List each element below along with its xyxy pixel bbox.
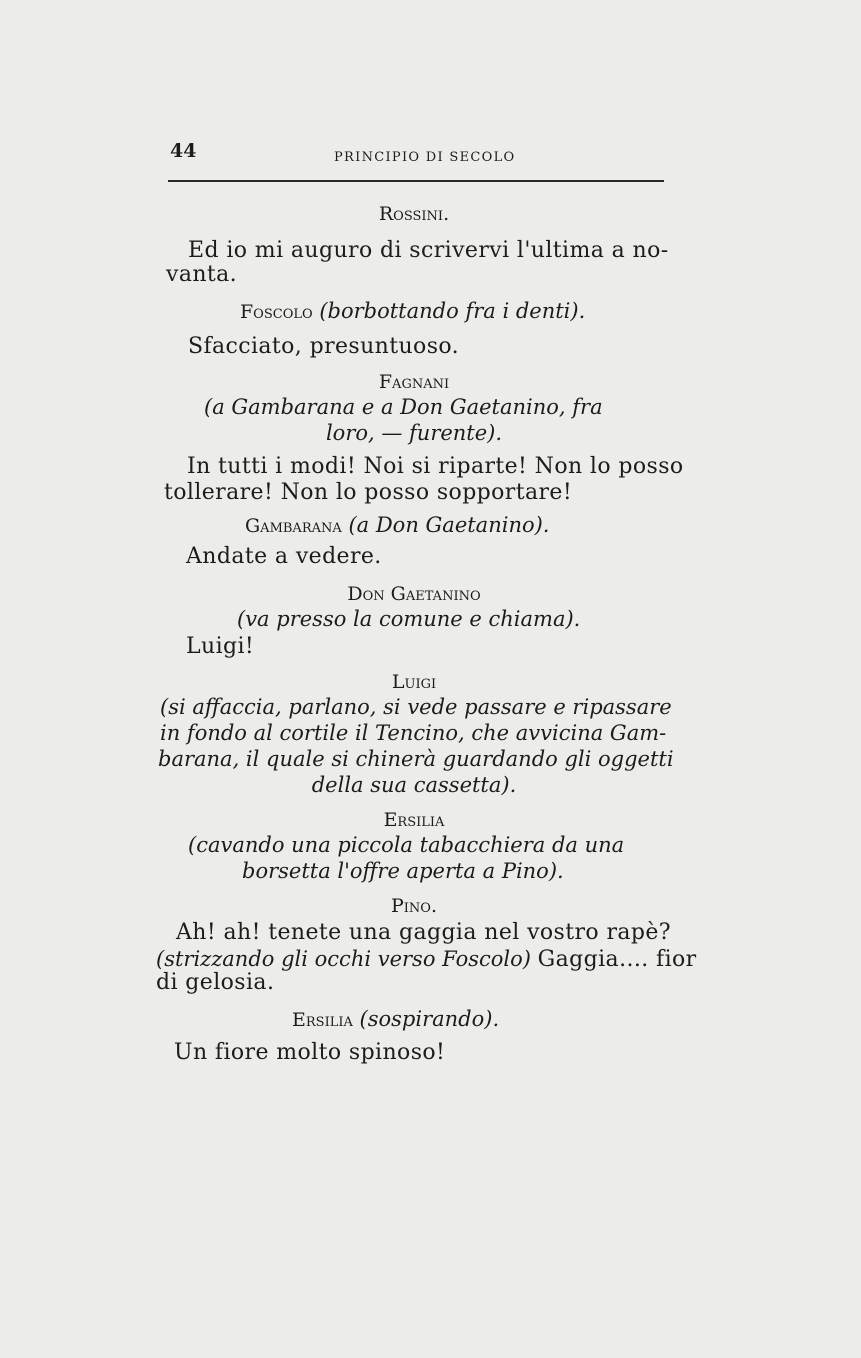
stage-direction: (a Don Gaetanino). xyxy=(348,513,550,537)
speaker-name: Pino. xyxy=(391,895,437,917)
running-title: PRINCIPIO DI SECOLO xyxy=(334,150,516,165)
dialogue-line xyxy=(164,480,572,506)
stage-direction: (va presso la comune e chiama). xyxy=(237,607,581,631)
stage-direction: barana, il quale si chinerà guardando gli oggetti xyxy=(158,747,674,771)
dialogue-line xyxy=(186,544,382,570)
dialogue-text: Luigi! xyxy=(186,634,255,659)
dialogue-line xyxy=(186,634,254,660)
page-number: 44 xyxy=(170,140,197,162)
speaker-luigi xyxy=(168,668,660,695)
stage-direction: (a Gambarana e a Don Gaetanino, fra xyxy=(204,395,603,419)
speaker-name: Don Gaetanino xyxy=(347,583,481,605)
speaker-pino xyxy=(168,892,660,919)
header-rule xyxy=(168,180,664,182)
stage-direction: (cavando una piccola tabacchiera da una xyxy=(188,833,625,857)
stage-direction: in fondo al cortile il Tencino, che avvicina Gam- xyxy=(160,721,667,745)
stage-direction: loro, — furente). xyxy=(325,421,503,445)
dialogue-text: vanta. xyxy=(166,262,238,287)
dialogue-line xyxy=(166,262,237,288)
stage-direction: borsetta l'offre aperta a Pino). xyxy=(242,859,564,883)
stage-direction: (strizzando gli occhi verso Foscolo) xyxy=(156,947,531,971)
speaker-don-gaetanino xyxy=(168,580,660,607)
speaker-name: Rossini. xyxy=(378,203,450,225)
speaker-gambarana xyxy=(245,512,549,539)
stage-direction: (borbottando fra i denti). xyxy=(319,299,586,323)
dialogue-text: Andate a vedere. xyxy=(186,544,382,569)
dialogue-text: tollerare! Non lo posso sopportare! xyxy=(164,480,573,505)
speaker-name: Foscolo xyxy=(240,301,313,323)
speaker-name: Ersilia xyxy=(383,809,445,831)
speaker-fagnani xyxy=(168,368,660,395)
dialogue-line xyxy=(188,334,459,360)
speaker-foscolo xyxy=(240,298,585,325)
stage-direction-line xyxy=(158,746,674,772)
dialogue-line xyxy=(176,920,671,946)
speaker-ersilia-2 xyxy=(292,1006,499,1033)
dialogue-text: Sfacciato, presuntuoso. xyxy=(188,334,460,359)
speaker-ersilia xyxy=(168,806,660,833)
dialogue-text: Ah! ah! tenete una gaggia nel vostro rapè? xyxy=(176,920,671,945)
stage-direction-line xyxy=(160,694,672,720)
dialogue-line xyxy=(156,946,697,973)
dialogue-line xyxy=(188,238,669,264)
speaker-rossini xyxy=(168,200,660,227)
dialogue-line xyxy=(174,1040,445,1066)
stage-direction: della sua cassetta). xyxy=(311,773,517,797)
speaker-name: Ersilia xyxy=(292,1009,353,1031)
stage-direction: (si affaccia, parlano, si vede passare e ripassare xyxy=(160,695,672,719)
dialogue-text: di gelosia. xyxy=(156,970,275,995)
speaker-name: Fagnani xyxy=(378,371,450,393)
dialogue-line xyxy=(156,970,274,996)
dialogue-line xyxy=(187,454,684,480)
stage-direction: (sospirando). xyxy=(359,1007,500,1031)
dialogue-text: In tutti i modi! Noi si riparte! Non lo posso xyxy=(187,454,684,479)
stage-direction-line xyxy=(160,720,667,746)
dialogue-text: Gaggia.... fior xyxy=(537,947,697,972)
speaker-name: Gambarana xyxy=(245,515,342,537)
dialogue-text: Ed io mi auguro di scrivervi l'ultima a no- xyxy=(188,238,669,263)
dialogue-text: Un fiore molto spinoso! xyxy=(174,1040,446,1065)
speaker-name: Luigi xyxy=(391,671,437,693)
